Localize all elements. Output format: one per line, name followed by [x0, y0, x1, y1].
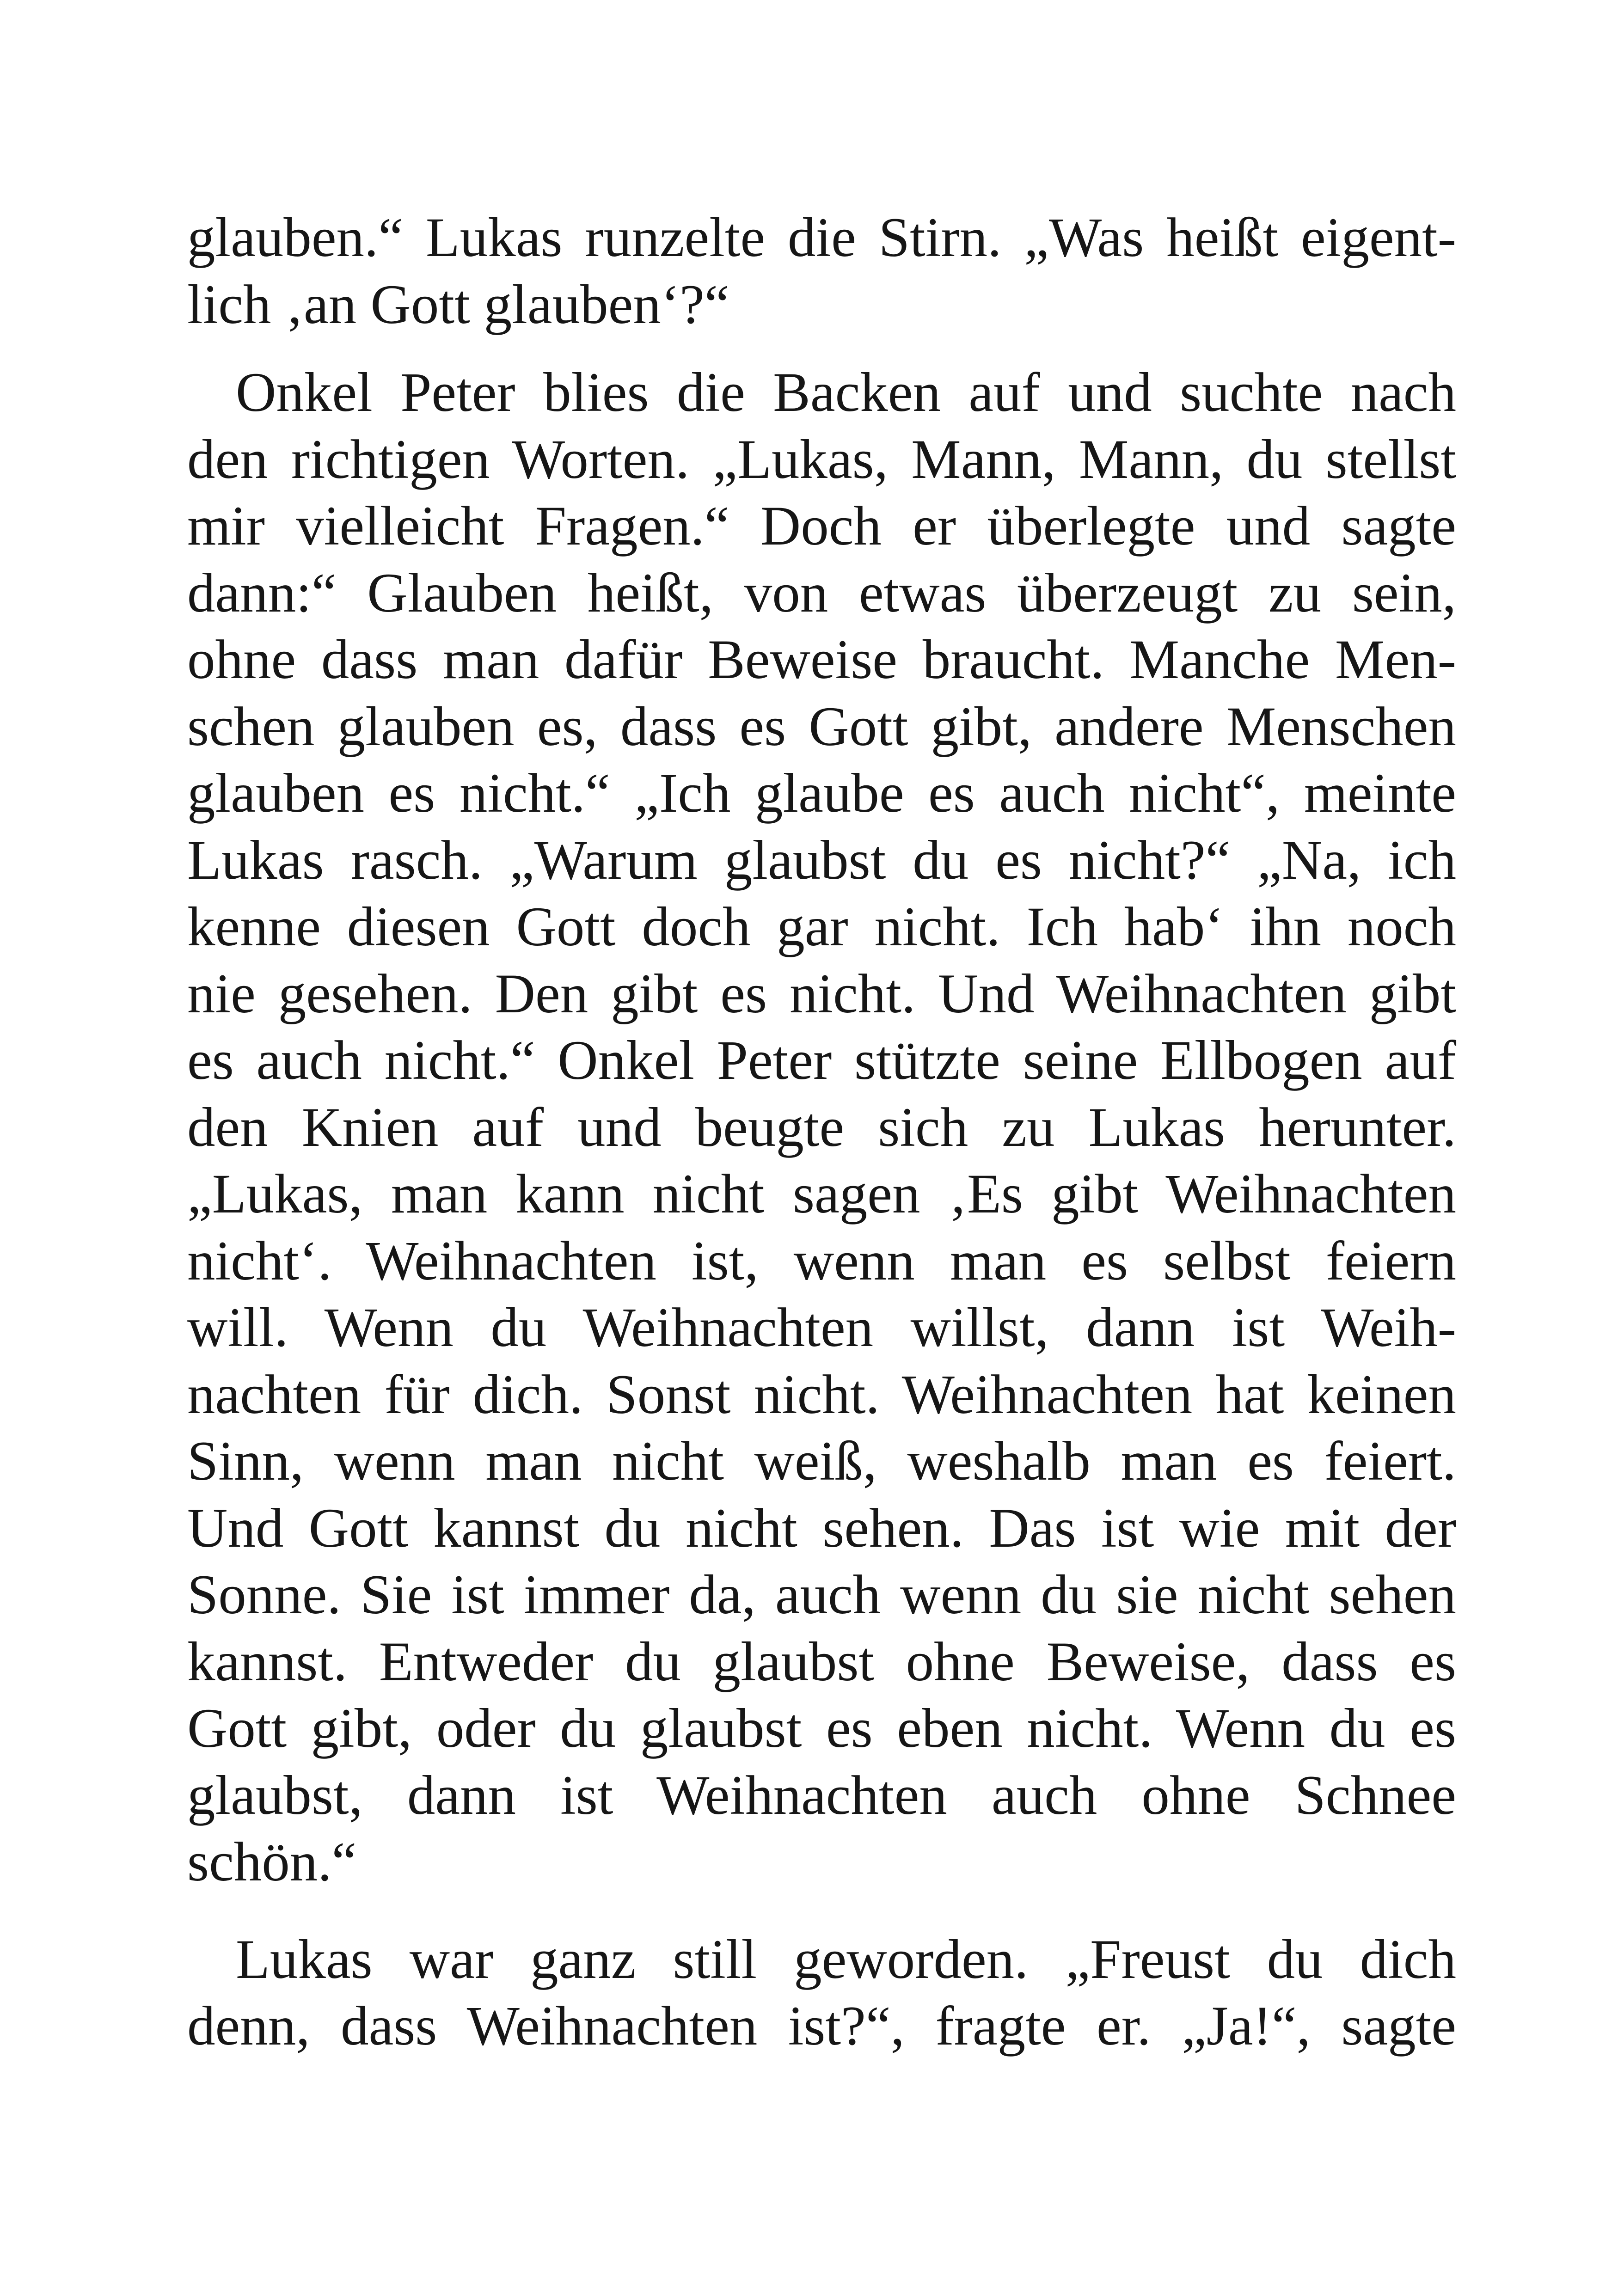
text-line: kenne diesen Gott doch gar nicht. Ich hab‘ ihn noch [187, 896, 1456, 958]
text-line: „Lukas, man kann nicht sagen ‚Es gibt Weihnachten [187, 1163, 1456, 1225]
text-line: dann:“ Glauben heißt, von etwas überzeugt zu sein, [187, 562, 1456, 624]
text-line: Und Gott kannst du nicht sehen. Das ist wie mit der [187, 1497, 1456, 1559]
text-line: glauben es nicht.“ „Ich glaube es auch nicht“, meinte [187, 762, 1456, 824]
paragraph [187, 204, 1456, 338]
text-line: glauben.“ Lukas runzelte die Stirn. „Was heißt eigent- [187, 207, 1456, 269]
text-line: ohne dass man dafür Beweise braucht. Manche Men- [187, 629, 1456, 691]
text-line: will. Wenn du Weihnachten willst, dann ist Weih- [187, 1297, 1456, 1359]
text-line: mir vielleicht Fragen.“ Doch er überlegte und sagte [187, 495, 1456, 557]
text-line: denn, dass Weihnachten ist?“, fragte er. „Ja!“, sagte [187, 1995, 1456, 2057]
text-line: Sinn, wenn man nicht weiß, weshalb man es feiert. [187, 1430, 1456, 1492]
text-line: Lukas war ganz still geworden. „Freust du dich [236, 1928, 1456, 1990]
text-line: den richtigen Worten. „Lukas, Mann, Mann, du stellst [187, 428, 1456, 490]
text-line: kannst. Entweder du glaubst ohne Beweise, dass es [187, 1630, 1456, 1693]
text-line: lich ‚an Gott glauben‘?“ [187, 273, 729, 336]
paragraph [187, 359, 1456, 1896]
text-line: Gott gibt, oder du glaubst es eben nicht. Wenn du es [187, 1697, 1456, 1759]
text-line: schön.“ [187, 1831, 357, 1893]
text-line: glaubst, dann ist Weihnachten auch ohne Schnee [187, 1764, 1456, 1826]
text-line: nie gesehen. Den gibt es nicht. Und Weihnachten gibt [187, 962, 1456, 1025]
page-text [187, 204, 1456, 2060]
text-line: nicht‘. Weihnachten ist, wenn man es selbst feiern [187, 1230, 1456, 1292]
text-line: den Knien auf und beugte sich zu Lukas herunter. [187, 1096, 1456, 1158]
text-line: schen glauben es, dass es Gott gibt, andere Menschen [187, 695, 1456, 758]
text-line: Sonne. Sie ist immer da, auch wenn du sie nicht sehen [187, 1564, 1456, 1626]
text-line: Onkel Peter blies die Backen auf und suchte nach [236, 361, 1456, 423]
text-line: nachten für dich. Sonst nicht. Weihnachten hat keinen [187, 1363, 1456, 1426]
text-line: Lukas rasch. „Warum glaubst du es nicht?“ „Na, ich [187, 829, 1456, 891]
paragraph [187, 1926, 1456, 2060]
text-line: es auch nicht.“ Onkel Peter stützte seine Ellbogen auf [187, 1029, 1456, 1091]
